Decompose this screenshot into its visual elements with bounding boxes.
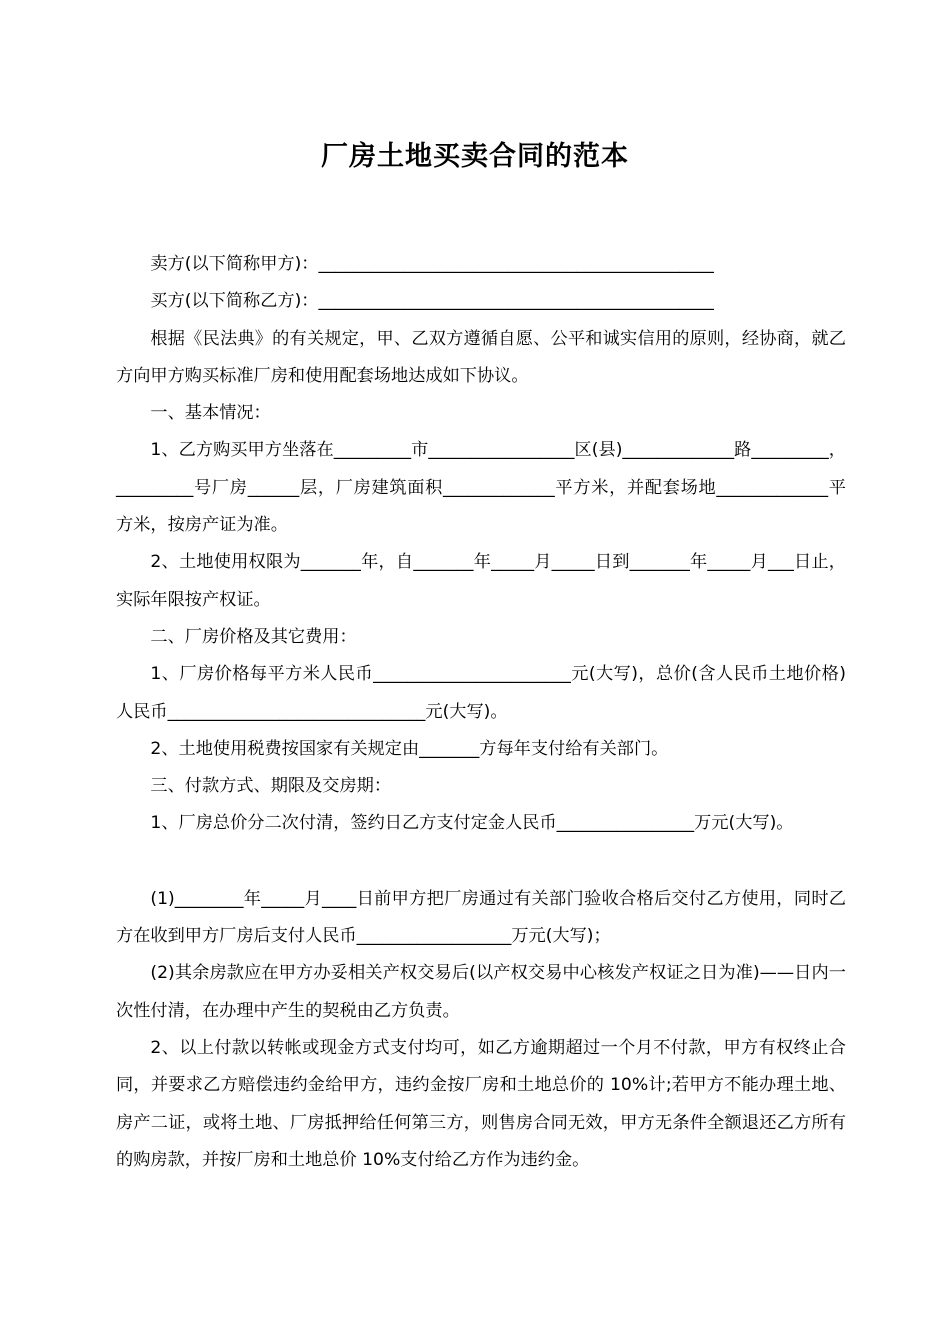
blank-gap <box>116 843 846 881</box>
clause-land-tax: 2、土地使用税费按国家有关规定由_______方每年支付给有关部门。 <box>150 738 669 759</box>
section-heading-payment: 三、付款方式、期限及交房期： <box>150 776 392 797</box>
document-title: 厂房土地买卖合同的范本 <box>321 141 629 172</box>
buyer-line: 买方(以下简称乙方)：______________________________________________ <box>150 291 714 312</box>
clause-price: 1、厂房价格每平方米人民币_______________________元(大写)，总价(含人民币土地价格)人民币______________________________元(大写)。 <box>116 664 846 722</box>
preamble-paragraph: 根据《民法典》的有关规定，甲、乙双方遵循自愿、公平和诚实信用的原则，经协商，就乙方向甲方购买标准厂房和使用配套场地达成如下协议。 <box>116 328 846 386</box>
clause-location-area: 1、乙方购买甲方坐落在_________市_________________区(县)_____________路_________，_________号厂房______层，厂房建筑面积_____________平方米，并配套场地_____________平方米，按房产证为准。 <box>116 440 846 536</box>
seller-line: 卖方(以下简称甲方)：______________________________________________ <box>150 254 714 274</box>
document-body <box>116 246 846 1179</box>
section-heading-basic-info: 一、基本情况： <box>150 403 271 424</box>
clause-payment-remaining: (2)其余房款应在甲方办妥相关产权交易后(以产权交易中心核发产权证之日为准)——日内一次性付清，在办理中产生的契税由乙方负责。 <box>116 963 846 1021</box>
clause-land-use-term: 2、土地使用权限为_______年，自_______年_____月_____日到_______年_____月___日止，实际年限按产权证。 <box>116 552 846 610</box>
section-heading-price: 二、厂房价格及其它费用： <box>150 626 357 647</box>
clause-payment-penalty: 2、以上付款以转帐或现金方式支付均可，如乙方逾期超过一个月不付款，甲方有权终止合同，并要求乙方赔偿违约金给甲方，违约金按厂房和土地总价的 10%计;若甲方不能办理土地、房产二证，或将土地、厂房抵押给任何第三方，则售房合同无效，甲方无条件全额退还乙方所有的购房款，并按厂房和土地总价 10%支付给乙方作为违约金。 <box>116 1037 846 1170</box>
clause-payment-first: (1)________年_____月____日前甲方把厂房通过有关部门验收合格后交付乙方使用，同时乙方在收到甲方厂房后支付人民币__________________万元(大写)； <box>116 888 846 947</box>
clause-payment-installments: 1、厂房总价分二次付清，签约日乙方支付定金人民币________________万元(大写)。 <box>150 813 794 834</box>
